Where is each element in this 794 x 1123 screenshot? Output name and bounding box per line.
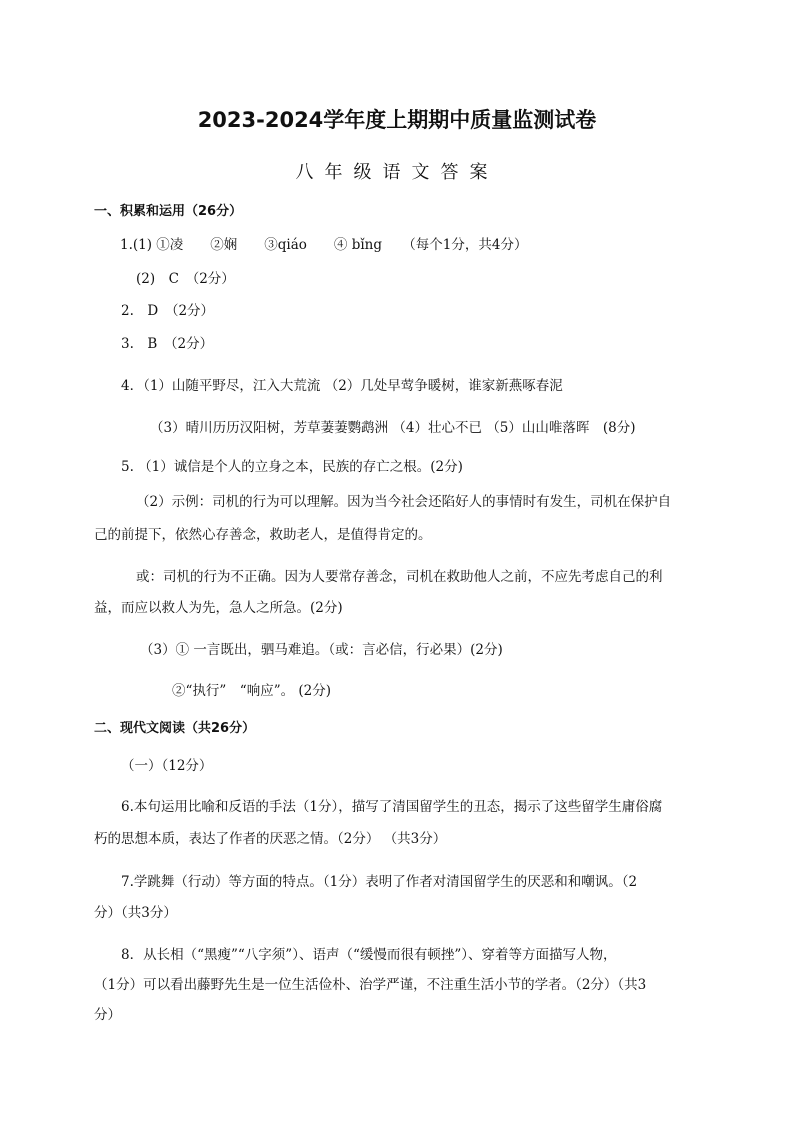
answer-line: 分） — [94, 1007, 121, 1023]
answer-line: 2. D （2分） — [121, 303, 215, 319]
answer-line: 或：司机的行为不正确。因为人要常存善念，司机在救助他人之前，不应先考虑自己的利 — [136, 569, 663, 585]
answer-line: 1.(1) ①凌 ②娴 ③qiáo ④ bǐng （每个1分，共4分） — [120, 237, 528, 253]
section-heading: 一、积累和运用（26分） — [94, 204, 243, 219]
section-heading: 二、现代文阅读（共26分） — [94, 721, 256, 736]
answer-line: 分）（共3分） — [94, 905, 177, 921]
document-subtitle: 八年级语文答案 — [295, 162, 499, 183]
document-title: 2023-2024学年度上期期中质量监测试卷 — [197, 108, 597, 132]
answer-line: （1分）可以看出藤野先生是一位生活俭朴、治学严谨，不注重生活小节的学者。（2分）（共3 — [94, 977, 647, 993]
answer-line: 己的前提下，依然心存善念，救助老人，是值得肯定的。 — [94, 527, 432, 543]
answer-line: 4．（1）山随平野尽，江入大荒流 （2）几处早莺争暖树，谁家新燕啄春泥 — [121, 378, 563, 394]
answer-line: （2）示例：司机的行为可以理解。因为当今社会还陷好人的事情时有发生，司机在保护自 — [136, 494, 672, 510]
answer-line: 3. B （2分） — [121, 336, 214, 352]
answer-line: （3）晴川历历汉阳树，芳草萋萋鹦鹉洲 （4）壮心不已 （5）山山唯落晖 (8分) — [150, 420, 636, 436]
answer-line: 益，而应以救人为先，急人之所急。(2分) — [94, 600, 343, 616]
answer-line: ②“执行” “响应”。 (2分) — [172, 683, 332, 699]
answer-line: 7.学跳舞（行动）等方面的特点。（1分）表明了作者对清国留学生的厌恶和和嘲讽。（2 — [121, 874, 638, 890]
answer-line: （一）（12分） — [121, 758, 213, 774]
answer-line: 朽的思想本质，表达了作者的厌恶之情。（2分） （共3分） — [94, 831, 447, 847]
answer-line: 6.本句运用比喻和反语的手法（1分），描写了清国留学生的丑态，揭示了这些留学生庸俗腐 — [121, 799, 663, 815]
answer-line: 8．从长相（“黑瘦”“八字须”）、语声（“缓慢而很有顿挫”）、穿着等方面描写人物， — [121, 947, 617, 963]
answer-line: (2) C （2分） — [136, 271, 235, 287]
answer-line: 5. （1）诚信是个人的立身之本，民族的存亡之根。(2分) — [121, 459, 463, 475]
answer-line: （3）① 一言既出，驷马难追。（或：言必信，行必果）(2分) — [140, 642, 503, 658]
